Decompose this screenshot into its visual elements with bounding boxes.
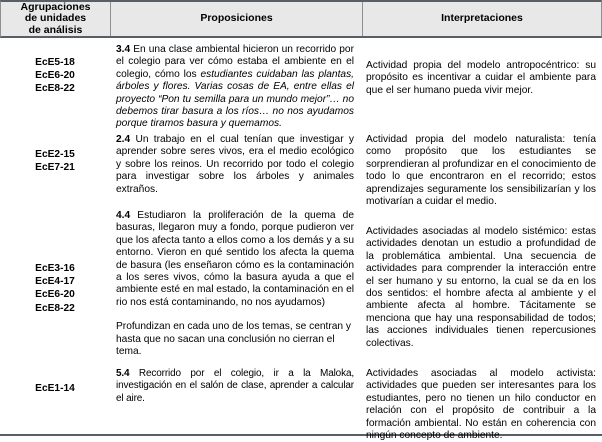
row-codes-cell <box>0 210 110 364</box>
interpretacion-cell <box>362 368 602 442</box>
proposicion-text <box>116 44 354 131</box>
proposicion-number: 4.4 <box>116 210 131 221</box>
interpretacion-cell <box>362 210 602 364</box>
table-row <box>0 38 602 128</box>
proposicion-number: 5.4 <box>116 368 130 379</box>
proposicion-text <box>116 210 354 309</box>
analysis-unit-code: EcE7-21 <box>35 162 75 174</box>
analysis-unit-code: EcE2-15 <box>35 149 75 160</box>
row-codes-cell <box>0 44 110 128</box>
column-header-agrupaciones <box>1 2 111 36</box>
proposicion-plain-text: Recorrido por el colegio, ir a la Maloka, investigación en el salón de clase, aprender a calcular el aire. <box>116 368 354 404</box>
analysis-unit-code: EcE3-16 <box>35 263 75 274</box>
proposicion-cell <box>110 368 362 430</box>
column-header-agrupaciones-line1: Agrupaciones <box>20 0 91 13</box>
proposicion-text-secondary: Profundizan en cada uno de los temas, se centran y hasta que no sacan una conclusión no cierran el tema. <box>116 321 352 358</box>
analysis-unit-code: EcE1-14 <box>35 383 75 394</box>
proposicion-text <box>116 368 354 405</box>
table-row <box>0 204 602 364</box>
proposicion-plain-text: En una clase ambiental hicieron un recorrido por el colegio para ver cómo estaba el ambiente en el colegio, cómo los <box>116 44 354 80</box>
column-header-agrupaciones-line3: de análisis <box>28 23 83 36</box>
analysis-unit-code: EcE8-22 <box>35 83 75 95</box>
proposicion-plain-text: Un trabajo en el cual tenían que investigar y aprender sobre seres vivos, era el medio ecológico y sobre los reinos. Un recorrido por todo el colegio para investigar sobre los árboles y animales extraños. <box>116 134 354 195</box>
interpretacion-text: Actividad propia del modelo naturalista: tenía como propósito que los estudiantes se sorprendieran al profundizar en el conocimiento de todo lo que encontraron en el recorrido; estos aprendizajes seguramente los sensibilizarían y los motivarían a cuidar el medio. <box>366 134 596 208</box>
proposicion-cell <box>110 134 362 204</box>
interpretacion-cell <box>362 134 602 208</box>
analysis-unit-code: EcE6-20 <box>35 70 75 82</box>
interpretacion-cell <box>362 44 602 128</box>
interpretacion-text: Actividades asociadas al modelo sistémico: estas actividades denotan un estudio a profundidad de la problemática ambiental. Una secuencia de actividades para comprender la interacción entre el ser humano y su entorno, la cual se da en los dos sentidos: el hombre afecta al ambiente y el ambiente afecta al hombre. Tácitamente se menciona que hay una responsabilidad de todos; las acciones individuales tienen repercusiones colectivas. <box>366 226 596 349</box>
column-header-interpretaciones: Interpretaciones <box>441 12 523 25</box>
proposicion-number: 3.4 <box>116 44 131 55</box>
proposicion-plain-text: Estudiaron la proliferación de la quema de basuras, llegaron muy a fondo, porque pudieron ver que los afecta tanto a ellos como a los demás y a su entorno. Vieron en qué sentido los afecta la quema de basura (les enseñaron cómo es la contaminación a los seres vivos, cómo la basura ayuda a que el ambiente esté en mal estado, la contaminación en el rio nos está contaminando, no nos ayudamos) <box>116 210 354 308</box>
proposicion-cell <box>110 44 362 128</box>
column-header-agrupaciones-line2: de unidades <box>24 12 87 25</box>
analysis-unit-code: EcE6-20 <box>35 289 75 301</box>
row-codes-cell <box>0 368 110 430</box>
table-body <box>0 38 602 442</box>
proposicion-text <box>116 134 354 196</box>
table-header-row <box>0 0 602 38</box>
interpretacion-text: Actividad propia del modelo antropocéntrico: su propósito es incentivar a cuidar el ambiente para que el ser humano pueda vivir mejor. <box>366 60 596 96</box>
analysis-unit-code: EcE5-18 <box>35 57 75 68</box>
column-header-proposiciones: Proposiciones <box>111 2 363 36</box>
proposicion-quote-text: estudiantes cuidaban las plantas, árboles y flores. Varias cosas de EA, entre ellas el proyecto “Pon tu semilla para un mundo mejor”… no debemos tirar basura a los ríos… no nos ayudamos porque tiramos basura y quemamos. <box>116 68 355 130</box>
table-row <box>0 128 602 208</box>
analysis-unit-code: EcE8-22 <box>35 302 75 314</box>
row-codes-cell <box>0 134 110 204</box>
analysis-unit-code: EcE4-17 <box>35 276 75 288</box>
table-row <box>0 364 602 442</box>
interpretacion-text: Actividades asociadas al modelo activista: actividades que pueden ser interesantes para los estudiantes, pero no tienen un hilo conductor en relación con el propósito de contribuir a la formación ambiental. No están en coherencia con ningún concepto de ambiente. <box>366 368 596 442</box>
proposicion-cell <box>110 210 362 364</box>
proposicion-number: 2.4 <box>116 134 131 145</box>
